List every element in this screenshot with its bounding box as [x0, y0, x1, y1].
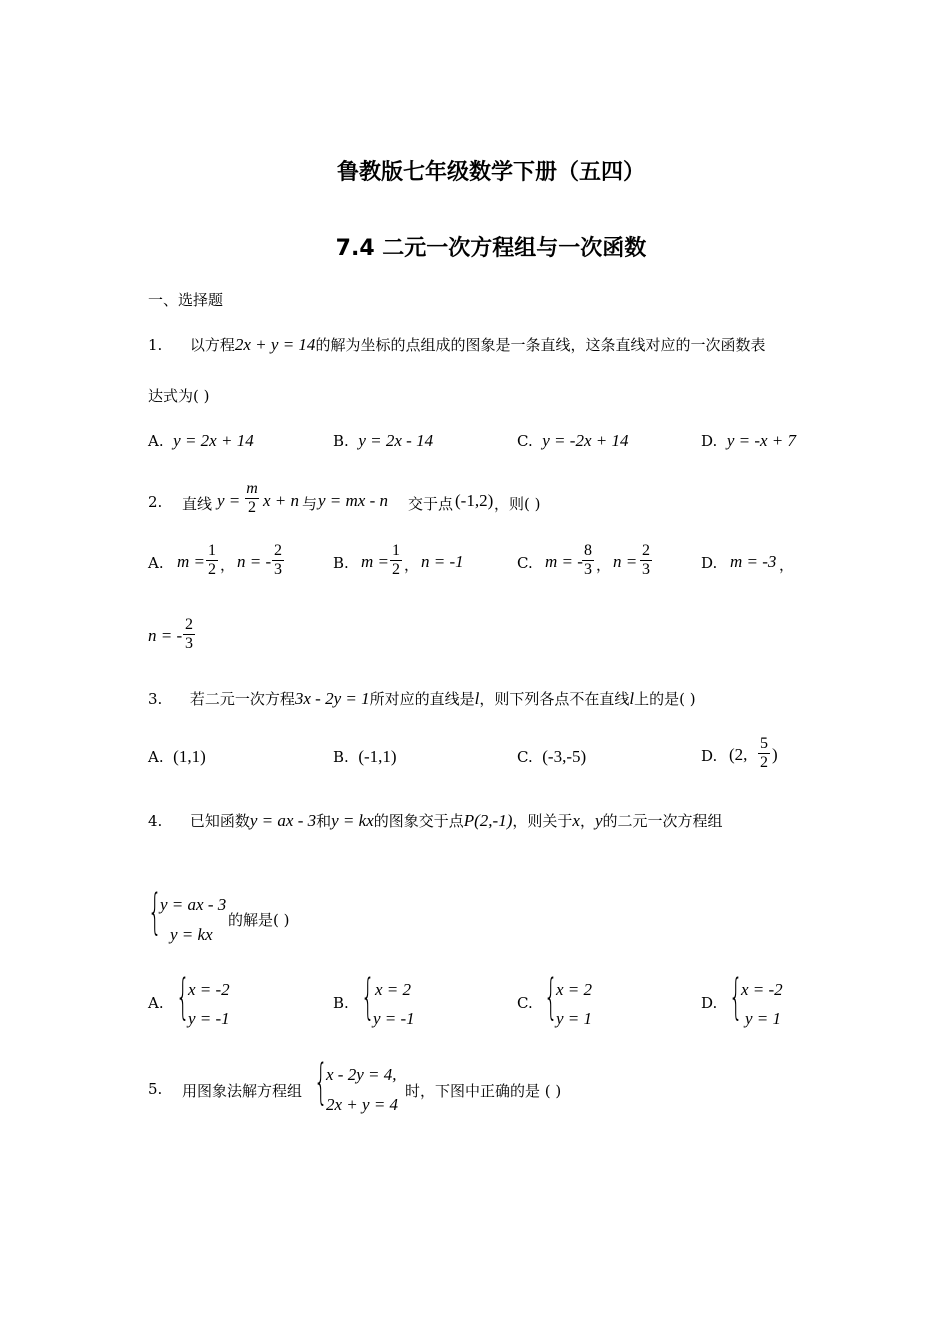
q4-option-b-brace: { [361, 969, 375, 1025]
q1-line2: 达式为( ) [148, 387, 210, 405]
q2-option-a-label[interactable]: A. [148, 554, 164, 572]
q5-text-post: 时，下图中正确的是 ( ) [405, 1082, 562, 1100]
q3-line [148, 688, 696, 709]
q4-point: P(2,-1) [463, 811, 513, 830]
q4-system-line1: y = ax - 3 [160, 895, 227, 914]
q4-comma: ， [579, 812, 595, 830]
q3-option-d-post: ) [772, 745, 778, 764]
q1-option-b[interactable]: B. y = 2x - 14 [333, 431, 434, 450]
q2-option-b-n: n = -1 [421, 552, 464, 571]
q1-text-pre: 以方程 [189, 336, 235, 354]
q3-text-pre: 若二元一次方程 [189, 690, 295, 708]
q4-text-pre: 已知函数 [189, 812, 250, 830]
q2-option-b-m: m = [361, 552, 389, 571]
q4-text-mid: 的图象交于点 [373, 812, 464, 830]
q4-func2: y = kx [331, 811, 374, 830]
q5-number: 5. [148, 1080, 163, 1098]
q3-option-c[interactable]: C. (-3,-5) [517, 747, 587, 766]
q2-option-d-n-frac: 2 3 [185, 616, 193, 652]
q2-option-d-n: n = - [148, 626, 183, 645]
q1-text-post: 的解为坐标的点组成的图象是一条直线，这条直线对应的一次函数表 [315, 336, 766, 354]
q2-option-c-label[interactable]: C. [517, 554, 533, 572]
q4-and: 和 [316, 812, 332, 830]
q1-option-c[interactable]: C. y = -2x + 14 [517, 431, 629, 450]
q2-option-c-m: m = - [545, 552, 583, 571]
q2-equation2: y = mx - n [318, 491, 389, 510]
q2-option-a-n-frac: 2 3 [274, 542, 282, 578]
q4-number: 4. [148, 812, 163, 830]
q4-system-line2: y = kx [170, 925, 213, 944]
q2-option-b-sep: ， [404, 556, 420, 574]
q2-option-d-sep: ， [779, 556, 795, 574]
q4-var-x: x [572, 811, 580, 830]
q3-text-mid2: ，则下列各点不在直线 [479, 690, 630, 708]
q2-option-a-n: n = - [237, 552, 272, 571]
q3-line-l: l [474, 689, 480, 708]
q2-option-b-label[interactable]: B. [333, 554, 349, 572]
q2-number: 2. [148, 493, 163, 511]
q2-option-c-n-frac: 2 3 [642, 542, 650, 578]
q2-option-c-sep: ， [596, 556, 612, 574]
q4-option-c-line1: x = 2 [556, 980, 593, 999]
q4-text-post: 的二元一次方程组 [602, 812, 723, 830]
page-title: 鲁教版七年级数学下册（五四） [336, 160, 645, 185]
q2-rest: x + n [263, 491, 300, 510]
q2-mid: 与 [302, 495, 318, 513]
q4-option-a-line1: x = -2 [188, 980, 230, 999]
q4-system-brace: { [148, 884, 162, 940]
q3-option-d-label[interactable]: D. [701, 747, 718, 765]
q1-line1 [148, 334, 765, 355]
q2-lhs: y = [217, 491, 241, 510]
q2-option-a-m-frac: 1 2 [208, 542, 216, 578]
q5-system-line2: 2x + y = 4 [326, 1095, 399, 1114]
q4-option-c-label[interactable]: C. [517, 994, 533, 1012]
q2-option-a-sep: ， [220, 556, 236, 574]
q1-number: 1. [148, 336, 163, 354]
q5-text-pre: 用图象法解方程组 [182, 1082, 303, 1100]
q2-fraction: m 2 [246, 480, 258, 516]
q4-text-mid2: ，则关于 [512, 812, 573, 830]
q2-option-b-m-frac: 1 2 [392, 542, 400, 578]
q4-system-post: 的解是( ) [228, 911, 290, 929]
q4-option-d-brace: { [729, 969, 743, 1025]
q4-line [148, 810, 723, 831]
q4-option-c-brace: { [544, 969, 558, 1025]
q2-text-post: ，则( ) [494, 495, 541, 513]
q2-point: (-1,2) [455, 491, 494, 510]
q2-text-pre: 直线 [182, 495, 213, 513]
q3-text-mid: 所对应的直线是 [369, 690, 475, 708]
q3-option-d-pre: (2, [729, 745, 748, 764]
q4-option-d-line1: x = -2 [741, 980, 783, 999]
q4-option-a-brace: { [176, 969, 190, 1025]
q4-option-b-line2: y = -1 [373, 1009, 415, 1028]
q4-option-d-label[interactable]: D. [701, 994, 718, 1012]
q2-mid2: 交于点 [408, 495, 454, 513]
q1-equation: 2x + y = 14 [234, 335, 316, 354]
page-subtitle: 7.4 二元一次方程组与一次函数 [335, 236, 647, 261]
q4-option-d-line2: y = 1 [745, 1009, 782, 1028]
q5-system-line1: x - 2y = 4, [326, 1065, 397, 1084]
q2-option-d-m: m = -3 [730, 552, 777, 571]
q4-option-b-label[interactable]: B. [333, 994, 349, 1012]
q2-option-c-n: n = [613, 552, 638, 571]
q4-func1: y = ax - 3 [249, 811, 317, 830]
q3-option-a[interactable]: A. (1,1) [148, 747, 206, 766]
q4-option-c-line2: y = 1 [556, 1009, 593, 1028]
q3-option-b[interactable]: B. (-1,1) [333, 747, 397, 766]
q3-equation: 3x - 2y = 1 [294, 689, 370, 708]
q1-option-a[interactable]: A. y = 2x + 14 [148, 431, 254, 450]
q4-option-b-line1: x = 2 [375, 980, 412, 999]
q3-number: 3. [148, 690, 163, 708]
q2-option-c-m-frac: 8 3 [584, 542, 592, 578]
section-heading: 一、选择题 [148, 291, 224, 309]
q4-var-y: y [594, 811, 603, 830]
q3-option-d-frac: 5 2 [760, 735, 768, 771]
q2-option-d-label[interactable]: D. [701, 554, 718, 572]
q2-option-a-m: m = [177, 552, 205, 571]
q3-line-l2: l [629, 689, 635, 708]
q1-option-d[interactable]: D. y = -x + 7 [701, 431, 797, 450]
q3-text-post: 上的是( ) [634, 690, 696, 708]
q4-option-a-label[interactable]: A. [148, 994, 164, 1012]
q4-option-a-line2: y = -1 [188, 1009, 230, 1028]
q5-system-brace: { [314, 1054, 328, 1110]
